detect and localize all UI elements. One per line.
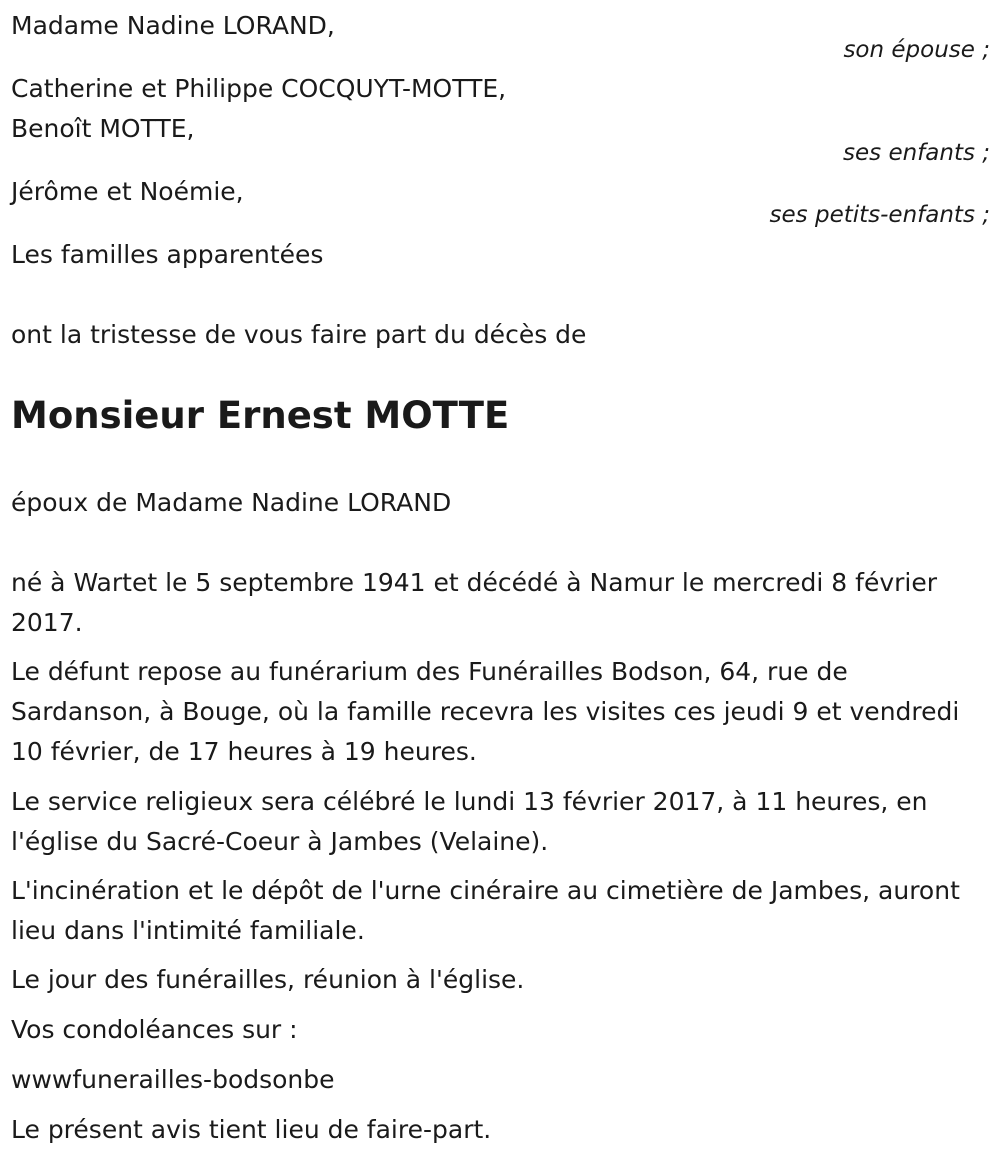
relatives-line: Les familles apparentées — [11, 240, 324, 269]
deceased-name: Monsieur Ernest MOTTE — [11, 394, 510, 437]
grandchildren-names: Jérôme et Noémie, — [11, 177, 244, 206]
announcement-intro: ont la tristesse de vous faire part du décès de — [11, 320, 587, 349]
children-role: ses enfants ; — [843, 140, 990, 166]
viewing-paragraph: Le défunt repose au funérarium des Funérailles Bodson, 64, rue de Sardanson, à Bouge, où la famille recevra les visites ces jeudi 9 et vendredi 10 février, de 17 heures à 19 heures. — [11, 657, 960, 766]
gathering-paragraph: Le jour des funérailles, réunion à l'église. — [11, 965, 525, 994]
birth-death-paragraph: né à Wartet le 5 septembre 1941 et décédé à Namur le mercredi 8 février 2017. — [11, 568, 938, 637]
child-1-name: Catherine et Philippe COCQUYT-MOTTE, — [11, 74, 507, 103]
condolences-link[interactable]: wwwfunerailles-bodsonbe — [11, 1065, 335, 1094]
cremation-paragraph: L'incinération et le dépôt de l'urne cinéraire au cimetière de Jambes, auront lieu dans l'intimité familiale. — [11, 876, 960, 945]
spouse-role: son épouse ; — [843, 37, 990, 63]
spouse-name: Madame Nadine LORAND, — [11, 11, 335, 40]
grandchildren-role: ses petits-enfants ; — [769, 202, 990, 228]
relation-line: époux de Madame Nadine LORAND — [11, 488, 452, 517]
child-2-name: Benoît MOTTE, — [11, 114, 195, 143]
service-paragraph: Le service religieux sera célébré le lundi 13 février 2017, à 11 heures, en l'église du Sacré-Coeur à Jambes (Velaine). — [11, 787, 928, 856]
closing-paragraph: Le présent avis tient lieu de faire-part. — [11, 1115, 492, 1144]
condolences-label: Vos condoléances sur : — [11, 1015, 298, 1044]
